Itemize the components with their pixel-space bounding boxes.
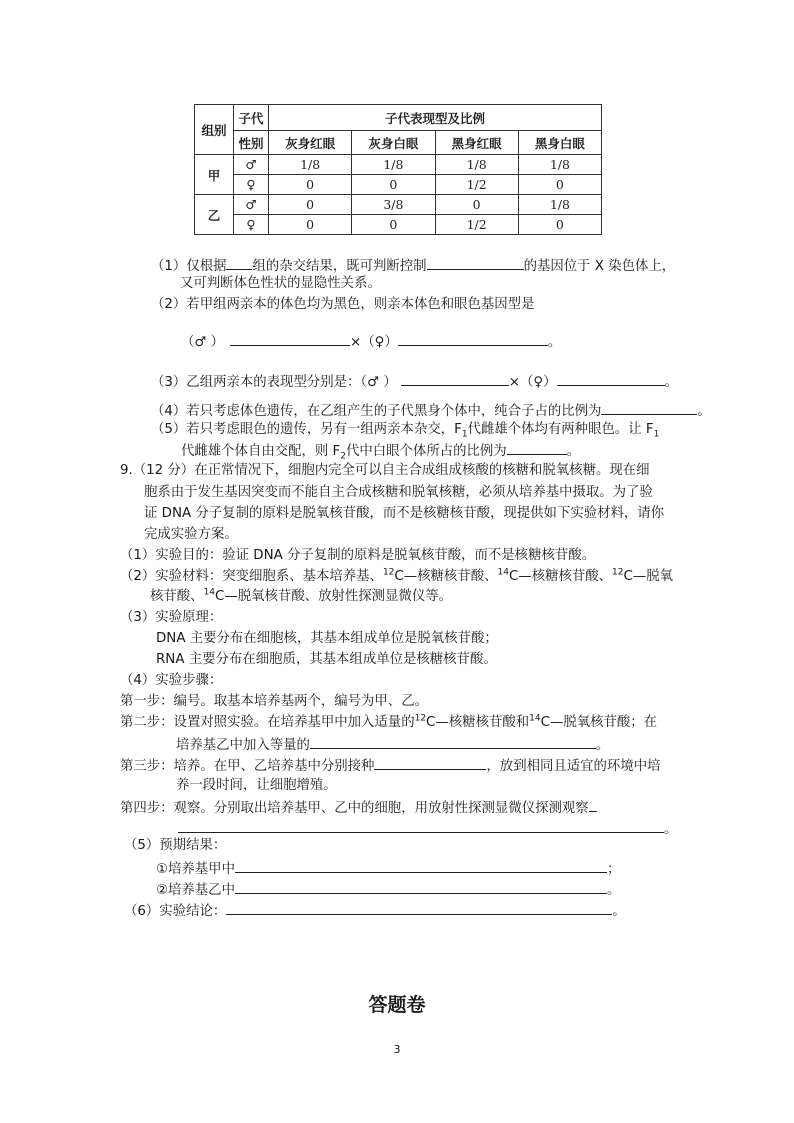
answer-blank[interactable] xyxy=(374,755,486,770)
q9-text: C—核糖核苷酸、 xyxy=(508,569,613,584)
q8-text: （♂ ） xyxy=(181,335,225,350)
q8-text: 代雌雄个体自由交配，则 F xyxy=(181,444,341,459)
q9-text: C—脱氧核苷酸；在 xyxy=(540,715,658,730)
superscript: 12 xyxy=(414,713,427,724)
answer-blank[interactable] xyxy=(427,255,524,270)
q8-text: 。 xyxy=(697,404,711,419)
q9-text: ②培养基乙中 xyxy=(156,883,235,898)
q9-text: 核苷酸、 xyxy=(150,589,204,604)
value-cell: 1/8 xyxy=(269,155,352,175)
q9-materials-line1 xyxy=(120,567,673,586)
value-cell: 1/2 xyxy=(435,175,518,195)
q8-text: 代中白眼个体所占的比例为 xyxy=(346,444,507,459)
q9-expected: （5）预期结果： xyxy=(124,838,227,853)
q9-result-a xyxy=(156,858,620,879)
q9-step4-line2 xyxy=(178,818,677,839)
q9-text: （2）实验材料：突变细胞系、基本培养基、 xyxy=(120,569,383,584)
q9-result-b xyxy=(156,879,620,900)
table-row xyxy=(195,155,602,175)
q8-text: ×（♀） xyxy=(508,375,557,390)
q8-text: （5）若只考虑眼色的遗传，另有一组两亲本杂交，F xyxy=(151,422,462,437)
q9-text: ； xyxy=(606,862,621,877)
q9-principle-rna: RNA 主要分布在细胞质，其基本组成单位是核糖核苷酸。 xyxy=(156,652,497,667)
q9-step2-line2 xyxy=(176,734,609,755)
q8-text: 代雌雄个体均有两种眼色。让 F xyxy=(467,422,654,437)
table-row xyxy=(195,195,602,215)
q9-text: 。 xyxy=(606,883,621,898)
q8-part1-line1 xyxy=(151,255,675,276)
q9-text: C—核糖核苷酸、 xyxy=(394,569,498,584)
q8-text: （1）仅根据 xyxy=(151,259,227,274)
value-cell: 1/2 xyxy=(435,215,518,235)
answer-sheet-title: 答题卷 xyxy=(368,994,426,1016)
value-cell: 1/8 xyxy=(518,155,601,175)
q8-part2-line1: （2）若甲组两亲本的体色均为黑色，则亲本体色和眼色基因型是 xyxy=(151,297,535,312)
q9-step1: 第一步：编号。取基本培养基两个，编号为甲、乙。 xyxy=(120,694,428,709)
q9-step3-line1 xyxy=(120,755,661,776)
value-cell: 0 xyxy=(352,175,435,195)
subscript: 1 xyxy=(653,429,660,440)
q8-text: （3）乙组两亲本的表现型分别是：（♂ ） xyxy=(151,375,397,390)
q9-text: 。 xyxy=(595,738,610,753)
q9-materials-line2 xyxy=(150,587,452,606)
q9-step4-line1 xyxy=(120,797,597,818)
q9-text: ①培养基甲中 xyxy=(156,862,235,877)
superscript: 14 xyxy=(529,713,541,724)
q9-text: C—核糖核苷酸和 xyxy=(426,715,530,730)
answer-blank[interactable] xyxy=(398,331,548,346)
q9-text: 第三步：培养。在甲、乙培养基中分别接种 xyxy=(120,759,375,774)
phenotype-col: 黑身红眼 xyxy=(435,131,518,155)
value-cell: 0 xyxy=(435,195,518,215)
table-row xyxy=(195,175,602,195)
answer-blank[interactable] xyxy=(230,331,350,346)
value-cell: 0 xyxy=(269,175,352,195)
answer-blank[interactable] xyxy=(235,858,607,873)
q9-text: 第二步：设置对照实验。在培养基甲中加入适量的 xyxy=(120,715,415,730)
q8-part5-line1 xyxy=(151,420,659,439)
table-row xyxy=(195,215,602,235)
q8-part1-line2: 又可判断体色性状的显隐性关系。 xyxy=(180,276,381,291)
superscript: 14 xyxy=(497,567,509,578)
answer-blank[interactable] xyxy=(226,900,612,915)
q9-text: 。 xyxy=(664,822,678,837)
q8-part4 xyxy=(151,400,711,421)
q9-step3-line2: 养一段时间，让细胞增殖。 xyxy=(176,778,337,793)
answer-blank[interactable] xyxy=(557,371,665,386)
q9-intro-line3: 证 DNA 分子复制的原料是脱氧核苷酸，而不是核糖核苷酸，现提供如下实验材料，请你 xyxy=(144,506,665,521)
q8-part3 xyxy=(151,371,678,392)
answer-blank[interactable] xyxy=(507,440,567,455)
value-cell: 0 xyxy=(518,175,601,195)
sex-cell: ♂ xyxy=(234,155,269,175)
q9-text: （6）实验结论： xyxy=(124,904,227,919)
q8-text: 的基因位于 X 染色体上， xyxy=(523,259,676,274)
page-number: 3 xyxy=(393,1043,401,1056)
value-cell: 0 xyxy=(269,195,352,215)
subscript: 2 xyxy=(340,451,346,462)
sex-cell: ♀ xyxy=(234,175,269,195)
header-sex-2: 性别 xyxy=(234,131,269,155)
q9-text: 。 xyxy=(612,904,626,919)
value-cell: 1/8 xyxy=(435,155,518,175)
q9-step2-line1 xyxy=(120,713,657,732)
answer-blank[interactable] xyxy=(401,371,509,386)
group-cell: 甲 xyxy=(195,155,234,195)
phenotype-table xyxy=(194,104,602,235)
value-cell: 3/8 xyxy=(352,195,435,215)
sex-cell: ♂ xyxy=(234,195,269,215)
q9-intro-line4: 完成实验方案。 xyxy=(144,527,238,542)
answer-blank[interactable] xyxy=(178,818,664,833)
superscript: 12 xyxy=(382,567,395,578)
q9-purpose: （1）实验目的：验证 DNA 分子复制的原料是脱氧核苷酸，而不是核糖核苷酸。 xyxy=(120,548,596,563)
q8-part2-line2 xyxy=(181,331,561,352)
q9-steps: （4）实验步骤： xyxy=(120,673,223,688)
q8-text: 。 xyxy=(547,335,562,350)
q9-text: ，放到相同且适宜的环境中培 xyxy=(486,759,661,774)
q8-text: 。 xyxy=(566,444,581,459)
value-cell: 0 xyxy=(518,215,601,235)
header-group: 组别 xyxy=(195,105,234,155)
q8-text: （4）若只考虑体色遗传，在乙组产生的子代黑身个体中，纯合子占的比例为 xyxy=(151,404,602,419)
answer-blank[interactable] xyxy=(310,734,596,749)
superscript: 12 xyxy=(612,567,624,578)
q9-principle-dna: DNA 主要分布在细胞核，其基本组成单位是脱氧核苷酸； xyxy=(156,631,498,646)
header-phenotype: 子代表现型及比例 xyxy=(269,105,602,131)
q9-intro-line2: 胞系由于发生基因突变而不能自主合成核糖和脱氧核糖，必须从培养基中摄取。为了验 xyxy=(144,485,653,500)
q9-text: C—脱氧 xyxy=(623,569,674,584)
q8-text: ×（♀） xyxy=(350,335,398,350)
q9-intro-line1: 9.（12 分）在正常情况下，细胞内完全可以自主合成组成核酸的核糖和脱氧核糖。现在细 xyxy=(120,463,650,478)
q8-text: 。 xyxy=(664,375,678,390)
value-cell: 1/8 xyxy=(352,155,435,175)
phenotype-col: 灰身红眼 xyxy=(269,131,352,155)
answer-blank[interactable] xyxy=(226,255,252,270)
q9-text: 第四步：观察。分别取出培养基甲、乙中的细胞，用放射性探测显微仪探测观察 xyxy=(120,801,589,816)
sex-cell: ♀ xyxy=(234,215,269,235)
q9-text: C—脱氧核苷酸、放射性探测显微仪等。 xyxy=(215,589,453,604)
q9-text: 培养基乙中加入等量的 xyxy=(176,738,310,753)
superscript: 14 xyxy=(203,587,216,598)
value-cell: 0 xyxy=(269,215,352,235)
phenotype-col: 黑身白眼 xyxy=(518,131,601,155)
header-sex-1: 子代 xyxy=(234,105,269,131)
group-cell: 乙 xyxy=(195,195,234,235)
value-cell: 1/8 xyxy=(518,195,601,215)
value-cell: 0 xyxy=(352,215,435,235)
phenotype-col: 灰身白眼 xyxy=(352,131,435,155)
answer-blank[interactable] xyxy=(589,797,597,812)
subscript: 1 xyxy=(461,429,468,440)
q8-part5-line2 xyxy=(181,440,580,461)
q8-text: 组的杂交结果，既可判断控制 xyxy=(252,259,427,274)
answer-blank[interactable] xyxy=(601,400,697,415)
q9-principle: （3）实验原理： xyxy=(120,610,223,625)
q9-conclusion xyxy=(124,900,626,921)
answer-blank[interactable] xyxy=(235,879,607,894)
